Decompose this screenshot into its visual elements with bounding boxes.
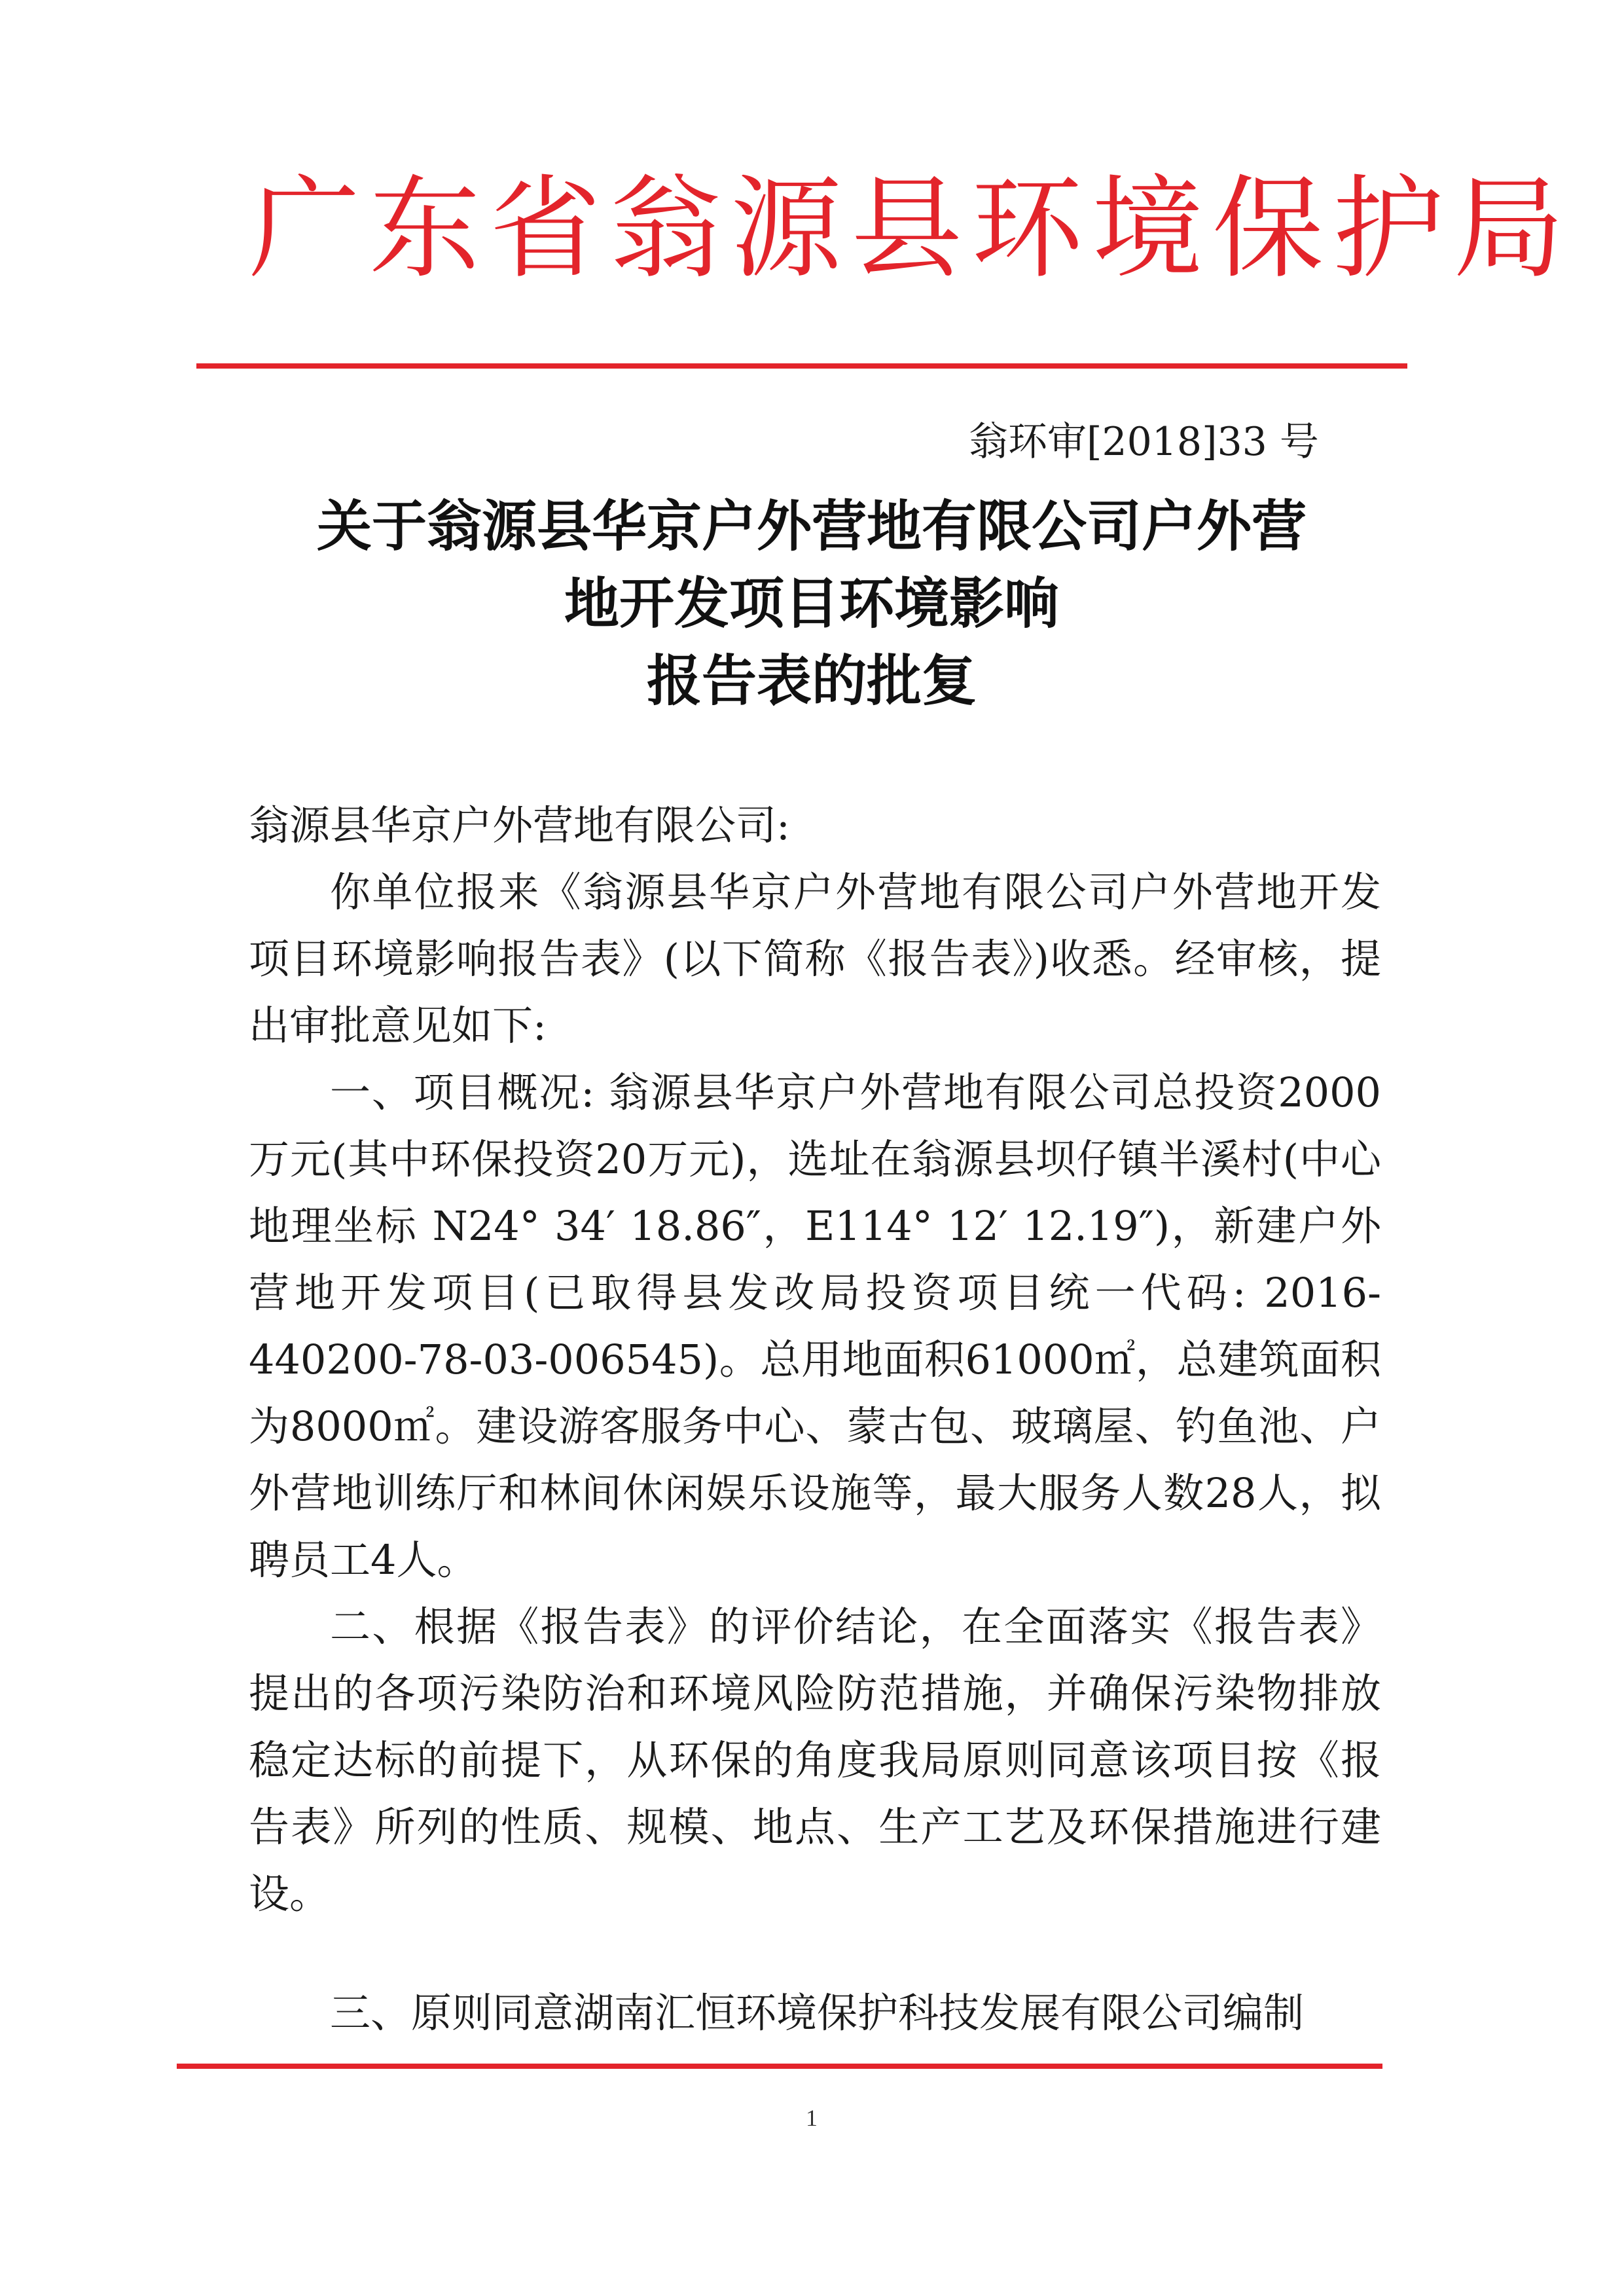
- document-number: 翁环审[2018]33 号: [969, 419, 1319, 465]
- body-paragraph-continued: 三、原则同意湖南汇恒环境保护科技发展有限公司编制: [330, 1989, 1305, 2037]
- document-title: [249, 488, 1375, 720]
- agency-letterhead-title: 广东省翁源县环境保护局: [249, 164, 1574, 294]
- document-title-line: 关于翁源县华京户外营地有限公司户外营: [316, 494, 1307, 558]
- document-title-line: 地开发项目环境影响: [564, 572, 1059, 636]
- letterhead-divider-top: [196, 363, 1407, 369]
- body-paragraph-project-overview: 一、项目概况: 翁源县华京户外营地有限公司总投资2000万元(其中环保投资20万元)，选址在翁源县坝仔镇半溪村(中心地理坐标 N24° 34′ 18.86″，E114° 12′ 12.19″)，新建户外营地开发项目(已取得县发改局投资项目统一代码: 2016-440200-78-03-006545)。总用地面积61000㎡，总建筑面积为8000㎡。建设游客服务中心、蒙古包、玻璃屋、钓鱼池、户外营地训练厅和林间休闲娱乐设施等，最大服务人数28人，拟聘员工4人。: [249, 1068, 1381, 1584]
- page-number: 1: [806, 2105, 818, 2131]
- body-paragraph-approval-opinion: 二、根据《报告表》的评价结论，在全面落实《报告表》提出的各项污染防治和环境风险防范措施，并确保污染物排放稳定达标的前提下，从环保的角度我局原则同意该项目按《报告表》所列的性质、规模、地点、生产工艺及环保措施进行建设。: [249, 1603, 1381, 1918]
- footer-divider: [177, 2064, 1382, 2069]
- document-title-line: 报告表的批复: [646, 649, 977, 713]
- addressee: 翁源县华京户外营地有限公司:: [249, 801, 790, 849]
- body-paragraph-intro: 你单位报来《翁源县华京户外营地有限公司户外营地开发项目环境影响报告表》(以下简称《报告表》)收悉。经审核，提出审批意见如下:: [249, 868, 1381, 1049]
